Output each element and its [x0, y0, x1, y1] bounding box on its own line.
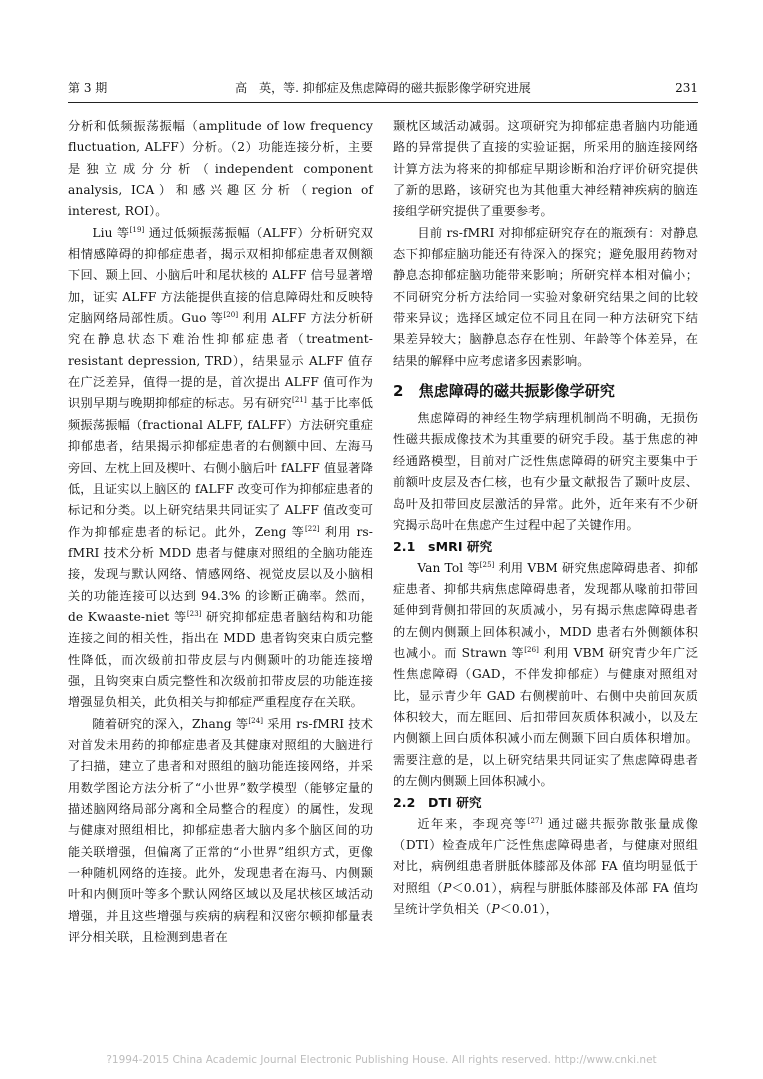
- paragraph: Van Tol 等[25] 利用 VBM 研究焦虑障碍患者、抑郁症患者、抑郁共病焦虑障碍患者，发现都从喙前扣带回延伸到背侧扣带回的灰质减小，另有揭示焦虑障碍患者的左侧内侧颞上回体积减小，MDD 患者右外侧额体积也减小。而 Strawn 等[26] 利用 VBM 研究青少年广泛性焦虑障碍（GAD，不伴发抑郁症）与健康对照组对比，显示青少年 GAD 右侧楔前叶、右侧中央前回灰质体积较大，而左眶回、后扣带回灰质体积减小，以及左内侧额上回白质体积减小而左侧颞下回白质体积增加。需要注意的是，以上研究结果共同证实了焦虑障碍患者的左侧内侧颞上回体积减小。: [393, 560, 698, 788]
- issue-label: 第 3 期: [68, 81, 108, 95]
- page-number: 231: [675, 81, 698, 95]
- italic-symbol: P: [491, 902, 500, 917]
- paragraph: 目前 rs-fMRI 对抑郁症研究存在的瓶颈有：对静息态下抑郁症脑功能还有待深入的探究；避免服用药物对静息态抑郁症脑功能带来影响；所研究样本相对偏小；不同研究分析方法给同一实验对象研究结果之间的比较带来异议；选择区域定位不同且在同一种方法研究下结果差异较大；脑静息态存在性别、年龄等个体差异，在结果的解释中应考虑诸多因素影响。: [393, 225, 698, 368]
- subsection-heading: 2.2 DTI 研究: [393, 795, 482, 811]
- citation-ref: [23]: [186, 609, 202, 618]
- italic-symbol: P: [443, 880, 452, 895]
- section-heading: 2 焦虑障碍的磁共振影像学研究: [393, 382, 615, 401]
- running-title: 高 英，等. 抑郁症及焦虑障碍的磁共振影像学研究进展: [235, 81, 531, 95]
- paragraph: 焦虑障碍的神经生物学病理机制尚不明确，无损伤性磁共振成像技术为其重要的研究手段。基于焦虑的神经通路模型，目前对广泛性焦虑障碍的研究主要集中于前额叶皮层及杏仁核，也有少量文献报告了颞叶皮层、岛叶及扣带回皮层激活的异常。此外，近年来有不少研究揭示岛叶在焦虑产生过程中起了关键作用。: [393, 411, 698, 532]
- subsection-heading: 2.1 sMRI 研究: [393, 539, 493, 555]
- header-rule: [68, 102, 698, 103]
- citation-ref: [24]: [248, 716, 264, 725]
- citation-ref: [26]: [524, 645, 539, 654]
- paragraph: Liu 等[19] 通过低频振荡振幅（ALFF）分析研究双相情感障碍的抑郁症患者，揭示双相抑郁症患者双侧额下回、颞上回、小脑后叶和尾状核的 ALFF 信号显著增加，证实 ALFF 方法能提供直接的信息障碍灶和反映特定脑网络局部性质。Guo 等[20] 利用 ALFF 方法分析研究在静息状态下难治性抑郁症患者（treatment-resistant depression, TRD），结果显示 ALFF 值存在广泛差异，值得一提的是，首次提出 ALFF 值可作为识别早期与晚期抑郁症的标志。另有研究[21] 基于比率低频振荡振幅（fractional ALFF, fALFF）方法研究重症抑郁患者，结果揭示抑郁症患者的右侧额中回、左海马旁回、左枕上回及楔叶、右侧小脑后叶 fALFF 值显著降低，且证实以上脑区的 fALFF 改变可作为抑郁症患者的标记和分类。以上研究结果共同证实了 ALFF 值改变可作为抑郁症患者的标记。此外，Zeng 等[22] 利用 rs-fMRI 技术分析 MDD 患者与健康对照组的全脑功能连接，发现与默认网络、情感网络、视觉皮层以及小脑相关的功能连接可以达到 94.3% 的诊断正确率。然而，de Kwaaste-niet 等[23] 研究抑郁症患者脑结构和功能连接之间的相关性，指出在 MDD 患者钩突束白质完整性降低，而次级前扣带皮层与内侧颞叶的功能连接增强，且钩突束白质完整性和次级前扣带皮层的功能连接增强显负相关，此负相关与抑郁症严重程度存在关联。: [68, 225, 373, 710]
- citation-ref: [19]: [129, 225, 145, 234]
- right-column: [393, 116, 698, 920]
- citation-ref: [27]: [527, 816, 543, 825]
- paragraph: 颞枕区域活动减弱。这项研究为抑郁症患者脑内功能通路的异常提供了直接的实验证据，所采用的脑连接网络计算方法为将来的抑郁症早期诊断和治疗评价研究提供了新的思路，该研究也为其他重大神经精神疾病的脑连接组学研究提供了重要参考。: [393, 119, 698, 219]
- citation-ref: [25]: [479, 560, 495, 569]
- copyright-footer: ?1994-2015 China Academic Journal Electronic Publishing House. All rights reserved. http://www.cnki.net: [106, 1054, 657, 1066]
- citation-ref: [20]: [223, 311, 239, 320]
- paragraph: 分析和低频振荡振幅（amplitude of low frequency fluctuation, ALFF）分析。（2）功能连接分析，主要是独立成分分析（independent component analysis, ICA）和感兴趣区分析（region of interest, ROI）。: [68, 119, 373, 219]
- running-header: [68, 76, 698, 100]
- citation-ref: [22]: [304, 524, 320, 533]
- left-column: [68, 116, 373, 948]
- paragraph: 随着研究的深入，Zhang 等[24] 采用 rs-fMRI 技术对首发未用药的抑郁症患者及其健康对照组的大脑进行了扫描，建立了患者和对照组的脑功能连接网络，并采用数学图论方法分析了“小世界”数学模型（能够定量的描述脑网络局部分离和全局整合的程度）的属性，发现与健康对照组相比，抑郁症患者大脑内多个脑区间的功能关联增强，但偏离了正常的“小世界”组织方式，更像一种随机网络的连接。此外，发现患者在海马、内侧颞叶和内侧顶叶等多个默认网络区域以及尾状核区域活动增强，并且这些增强与疾病的病程和汉密尔顿抑郁量表评分相关联，且检测到患者在: [68, 716, 374, 945]
- citation-ref: [21]: [292, 396, 307, 405]
- paragraph: 近年来，李现亮等[27] 通过磁共振弥散张量成像（DTI）检查成年广泛性焦虑障碍患者，与健康对照组对比，病例组患者胼胝体膝部及体部 FA 值均明显低于对照组（P＜0.01），病程与胼胝体膝部及体部 FA 值均呈统计学负相关（P＜0.01），: [393, 816, 698, 917]
